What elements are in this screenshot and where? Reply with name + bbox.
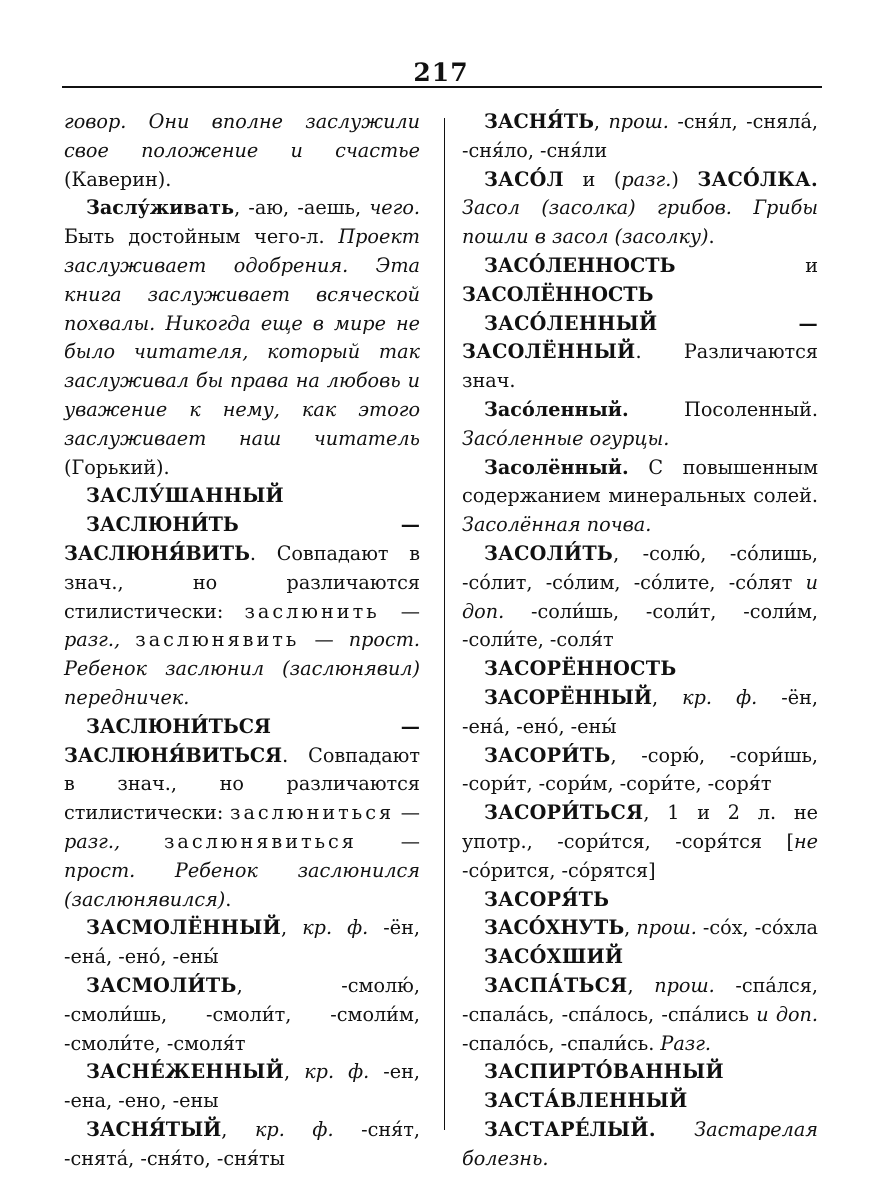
left-column [64, 108, 420, 1173]
entry-zasoryat: ЗАСОРЯ́ТЬ [484, 887, 610, 911]
entry-zasorennost: ЗАСОРЁННОСТЬ [484, 657, 677, 681]
entry-zasnyat: ЗАСНЯ́ТЬ, прош. -сня́л, -сняла́, -сня́ло, -сня́ли [462, 110, 819, 162]
entry-zastarelyi: ЗАСТАРЕ́ЛЫЙ. Застарелая болезнь. [462, 1117, 818, 1170]
entry-zasoritsya: ЗАСОРИ́ТЬСЯ, 1 и 2 л. не употр., -сори́тся, -соря́тся [не -со́рится, -со́рятся] [462, 801, 818, 882]
entry-zasol: ЗАСО́Л и (разг.) ЗАСО́ЛКА. Засол (засолка) грибов. Грибы пошли в засол (засолку). [462, 167, 818, 249]
entry-zasolit: ЗАСОЛИ́ТЬ, -солю́, -со́лишь, -со́лит, -со́лим, -со́лите, -со́лят и доп. -соли́шь, -соли́т, -соли́м, -соли́те, -соля́т [462, 541, 818, 652]
entry-zastavlennyi: ЗАСТА́ВЛЕННЫЙ [484, 1089, 688, 1113]
entry-zasmolit: ЗАСМОЛИ́ТЬ, -смолю́, -смоли́шь, -смоли́т, -смоли́м, -смоли́те, -смоля́т [64, 973, 420, 1055]
entry-zasolennost: ЗАСО́ЛЕННОСТЬ и ЗАСОЛЁННОСТЬ [462, 253, 818, 306]
entry-zaslyunitsya: ЗАСЛЮНИ́ТЬСЯ — ЗАСЛЮНЯ́ВИТЬСЯ. Совпадают в знач., но различаются стилистически: заслюниться — разг., заслюнявиться — прост. Ребенок заслюнился (заслюнявился). [64, 714, 420, 911]
page-number: 217 [413, 58, 469, 87]
entry-zasmolennyi: ЗАСМОЛЁННЫЙ, кр. ф. -ён, -ена́, -ено́, -ены́ [64, 916, 421, 969]
header-rule [62, 86, 822, 88]
entry-zaspatsya: ЗАСПА́ТЬСЯ, прош. -спа́лся, -спала́сь, -спа́лось, -спа́лись и доп. -спало́сь, -спали́сь. Разг. [462, 973, 818, 1055]
entry-zasokhnut: ЗАСО́ХНУТЬ, прош. -со́х, -со́хла [484, 916, 818, 940]
entry-zasorennyi: ЗАСОРЁННЫЙ, кр. ф. -ён, -ена́, -ено́, -ены́ [462, 685, 818, 738]
column-divider [444, 118, 445, 1130]
entry-zasolennyi-sense-2: Засолённый. С повышенным содержанием минеральных солей. Засолённая почва. [462, 455, 818, 537]
entry-zasluzhivat: Заслу́живать, -аю, -аешь, чего. Быть достойным чего-л. Проект заслуживает одобрения. Эта книга заслуживает всяческой похвалы. Никогда еще в мире не было читателя, который так заслуживал бы права на любовь и уважение к нему, как этого заслуживает наш читатель (Горький). [64, 196, 420, 479]
entry-zasolennyi: ЗАСО́ЛЕННЫЙ — ЗАСОЛЁННЫЙ. Различаются знач. [462, 311, 818, 393]
entry-zaslyunit: ЗАСЛЮНИ́ТЬ — ЗАСЛЮНЯ́ВИТЬ. Совпадают в знач., но различаются стилистически: заслюнить — разг., заслюнявить — прост. Ребенок заслюнил (заслюнявил) передничек. [64, 513, 421, 709]
right-column [462, 108, 818, 1173]
entry-zasorit: ЗАСОРИ́ТЬ, -сорю́, -сори́шь, -сори́т, -сори́м, -сори́те, -соря́т [462, 743, 818, 796]
entry-zasolennyi-sense-1: Засо́ленный. Посоленный. Засо́ленные огурцы. [462, 397, 818, 450]
entry-zaspirtovannyi: ЗАСПИРТО́ВАННЫЙ [484, 1060, 724, 1084]
entry-continuation: говор. Они вполне заслужили свое положение и счастье (Каверин). [64, 110, 420, 191]
entry-zaslushannyi: ЗАСЛУ́ШАННЫЙ [86, 484, 284, 508]
entry-zasokhshii: ЗАСО́ХШИЙ [484, 945, 624, 969]
entry-zasnyatyi: ЗАСНЯ́ТЫЙ, кр. ф. -сня́т, -снята́, -сня́то, -сня́ты [64, 1117, 420, 1170]
entry-zasnezhennyi: ЗАСНЕ́ЖЕННЫЙ, кр. ф. -ен, -ена, -ено, -ены [64, 1060, 420, 1113]
